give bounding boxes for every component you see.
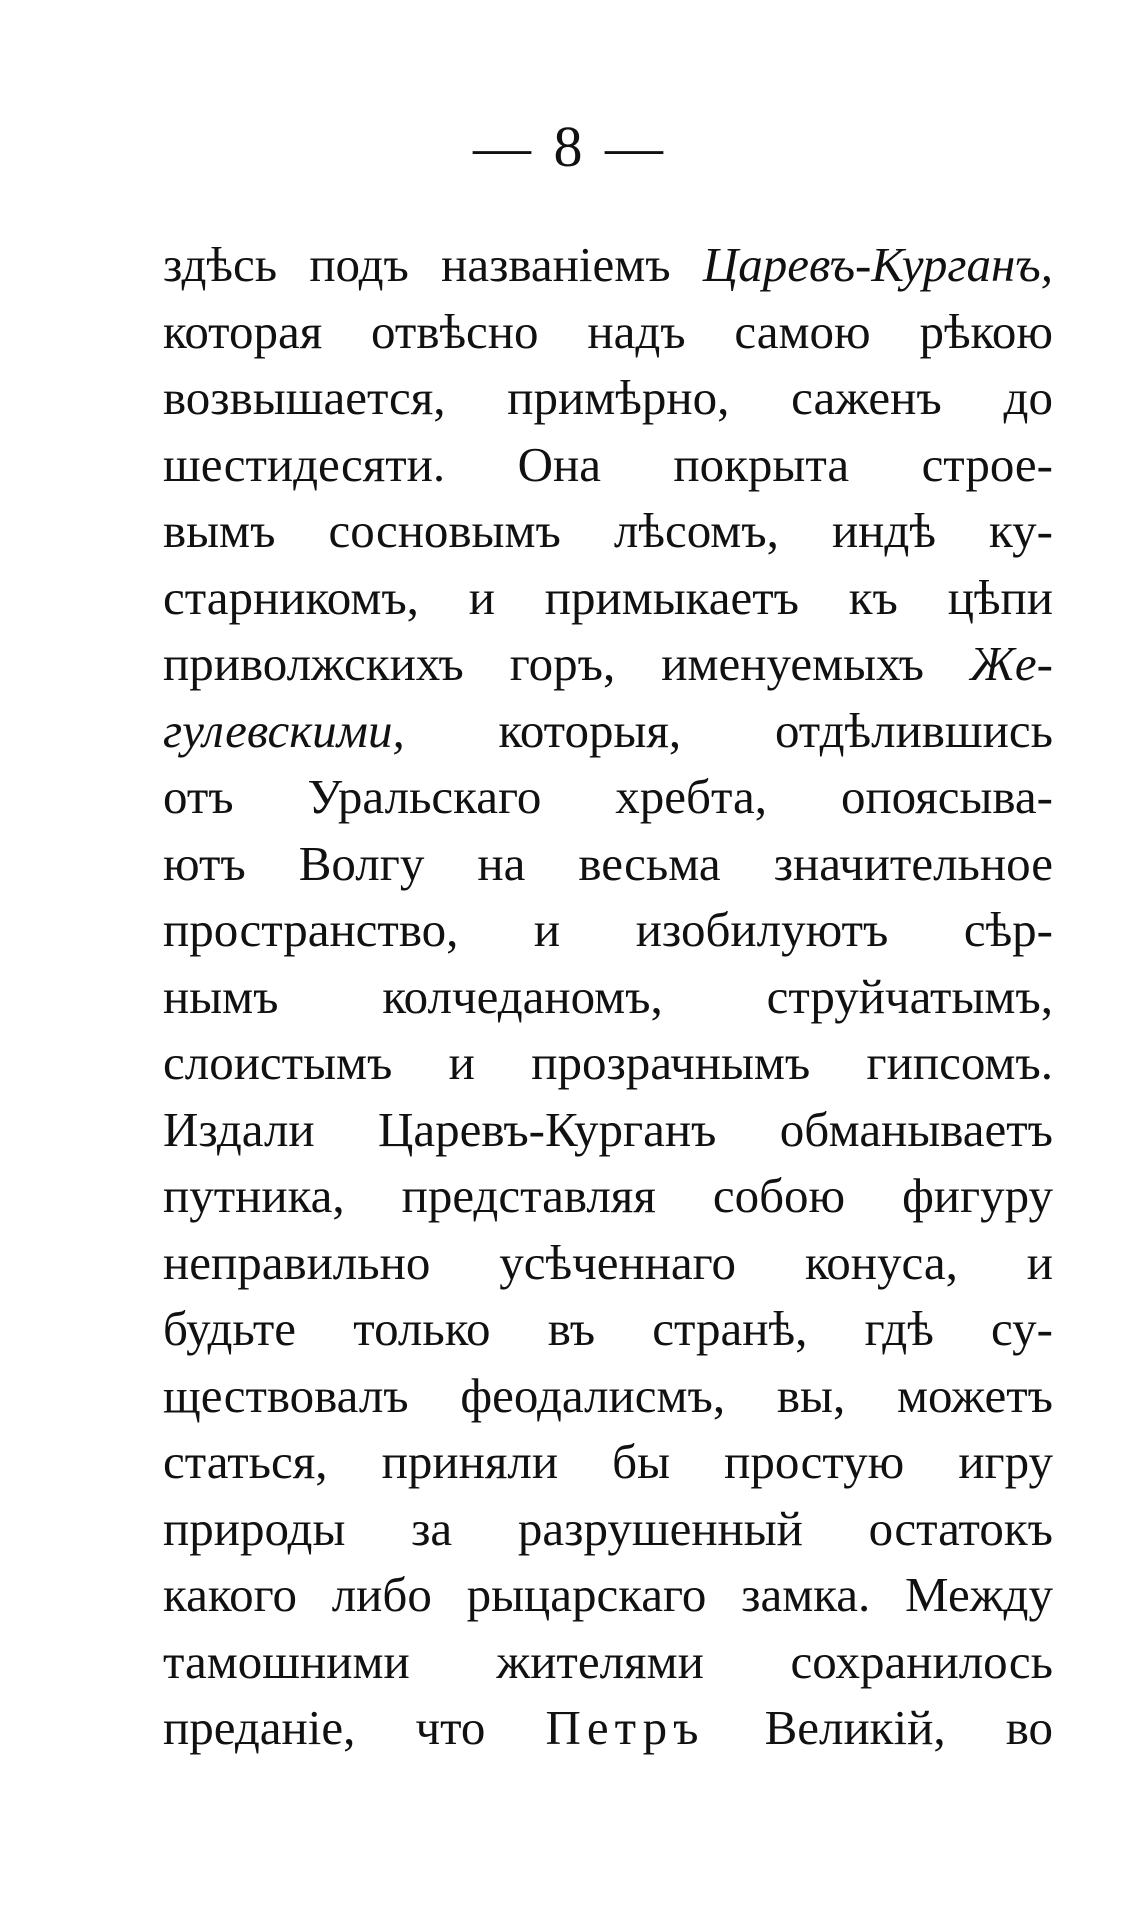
word: и xyxy=(533,902,561,957)
text-line xyxy=(163,1695,1053,1762)
text-line xyxy=(163,897,1053,964)
word: вымъ xyxy=(163,503,276,558)
word: саженъ xyxy=(791,370,942,425)
word: возвышается, xyxy=(163,370,446,425)
word: надъ xyxy=(587,303,686,359)
text-line xyxy=(163,631,1053,698)
word: что xyxy=(415,1700,486,1755)
word: ютъ xyxy=(163,835,246,891)
word: странѣ, xyxy=(652,1301,808,1356)
word: приняли xyxy=(381,1434,559,1489)
word: Царевъ-Курганъ, xyxy=(702,237,1053,292)
word: Петръ xyxy=(545,1700,705,1755)
word: Она xyxy=(517,436,601,492)
word: которая xyxy=(163,303,323,359)
body-text xyxy=(163,232,1053,1762)
word: названіемъ xyxy=(441,237,671,292)
text-line xyxy=(163,1030,1053,1097)
word: колчеданомъ, xyxy=(382,968,663,1024)
text-line xyxy=(163,1163,1053,1230)
text-line xyxy=(163,565,1053,632)
word: отдѣлившись xyxy=(774,702,1053,758)
word: гипсомъ. xyxy=(866,1035,1053,1090)
word: и xyxy=(468,569,495,625)
text-line xyxy=(163,1629,1053,1696)
word: именуемыхъ xyxy=(661,636,924,691)
word: примыкаетъ xyxy=(544,569,799,625)
word: строе- xyxy=(921,436,1053,492)
word: замка. xyxy=(741,1567,871,1622)
word: ку- xyxy=(989,503,1053,558)
word: Между xyxy=(905,1567,1053,1622)
word: пространство, xyxy=(163,902,459,957)
word: горъ, xyxy=(509,636,616,691)
word: разрушенный xyxy=(517,1500,803,1556)
text-line xyxy=(163,299,1053,366)
word: су- xyxy=(991,1301,1053,1356)
text-line xyxy=(163,365,1053,432)
text-line xyxy=(163,764,1053,831)
word: хребта, xyxy=(615,769,767,824)
word: путника, xyxy=(163,1168,345,1223)
word: игру xyxy=(958,1434,1053,1489)
text-line xyxy=(163,232,1053,299)
text-line xyxy=(163,432,1053,499)
word: индѣ xyxy=(831,503,936,558)
word: рѣкою xyxy=(919,303,1053,359)
word: собою xyxy=(712,1168,846,1223)
word: въ xyxy=(547,1301,596,1356)
word: рыцарскаго xyxy=(466,1567,707,1622)
word: примѣрно, xyxy=(507,370,730,425)
word: какого xyxy=(163,1567,298,1622)
text-line xyxy=(163,1562,1053,1629)
word: гулевскими, xyxy=(163,702,405,758)
word: шестидесяти. xyxy=(163,436,446,492)
word: природы xyxy=(163,1500,346,1556)
word: простую xyxy=(724,1434,905,1489)
word: цѣпи xyxy=(947,569,1053,625)
word: слоистымъ xyxy=(163,1035,393,1090)
word: значительное xyxy=(773,835,1053,891)
word: къ xyxy=(848,569,898,625)
word: здѣсь xyxy=(163,237,278,292)
word: остатокъ xyxy=(868,1500,1053,1556)
text-line xyxy=(163,1097,1053,1164)
word: вы, xyxy=(776,1367,846,1423)
word: неправильно xyxy=(163,1234,431,1290)
word: представляя xyxy=(401,1168,656,1223)
word: старникомъ, xyxy=(163,569,419,625)
word: опоясыва- xyxy=(840,769,1053,824)
word: Же- xyxy=(970,636,1053,691)
word: конуса, xyxy=(804,1234,958,1290)
word: во xyxy=(1005,1700,1053,1755)
word: самою xyxy=(734,303,871,359)
word: лѣсомъ, xyxy=(613,503,779,558)
word: на xyxy=(477,835,526,891)
word: жителями xyxy=(496,1633,704,1689)
word: феодалисмъ, xyxy=(460,1367,726,1423)
word: тамошними xyxy=(163,1633,410,1689)
word: отъ xyxy=(163,769,234,824)
word: фигуру xyxy=(902,1168,1053,1223)
word: подъ xyxy=(309,237,409,292)
word: Уральскаго xyxy=(307,769,542,824)
word: отвѣсно xyxy=(371,303,539,359)
page-number: — 8 — xyxy=(473,114,667,179)
word: весьма xyxy=(578,835,721,891)
word: струйчатымъ, xyxy=(766,968,1053,1024)
word: можетъ xyxy=(897,1367,1053,1423)
word: прозрачнымъ xyxy=(531,1035,811,1090)
word: покрыта xyxy=(673,436,850,492)
word: бы xyxy=(612,1434,671,1489)
word: Царевъ-Курганъ xyxy=(378,1101,717,1157)
word: ществовалъ xyxy=(163,1367,409,1423)
word: сѣр- xyxy=(963,902,1053,957)
word: статься, xyxy=(163,1434,328,1489)
word: за xyxy=(411,1500,453,1556)
text-line xyxy=(163,831,1053,898)
word: до xyxy=(1003,370,1053,425)
word: Великій, xyxy=(764,1700,946,1755)
word: преданіе, xyxy=(163,1700,356,1755)
word: будьте xyxy=(163,1301,297,1356)
word: приволжскихъ xyxy=(163,636,464,691)
word: обманываетъ xyxy=(779,1101,1053,1157)
word: нымъ xyxy=(163,968,279,1024)
word: сохранилось xyxy=(790,1633,1053,1689)
word: сосновымъ xyxy=(328,503,561,558)
word: Издали xyxy=(163,1101,315,1157)
text-line xyxy=(163,1363,1053,1430)
text-line xyxy=(163,1230,1053,1297)
text-line xyxy=(163,1296,1053,1363)
word: и xyxy=(448,1035,475,1090)
text-line xyxy=(163,1429,1053,1496)
word: усѣченнаго xyxy=(499,1234,737,1290)
word: которыя, xyxy=(498,702,682,758)
word: и xyxy=(1026,1234,1053,1290)
text-line xyxy=(163,1496,1053,1563)
text-line xyxy=(163,964,1053,1031)
word: только xyxy=(353,1301,491,1356)
word: Волгу xyxy=(298,835,425,891)
text-line xyxy=(163,498,1053,565)
word: гдѣ xyxy=(864,1301,934,1356)
text-line xyxy=(163,698,1053,765)
word: либо xyxy=(331,1567,432,1622)
word: изобилуютъ xyxy=(635,902,889,957)
